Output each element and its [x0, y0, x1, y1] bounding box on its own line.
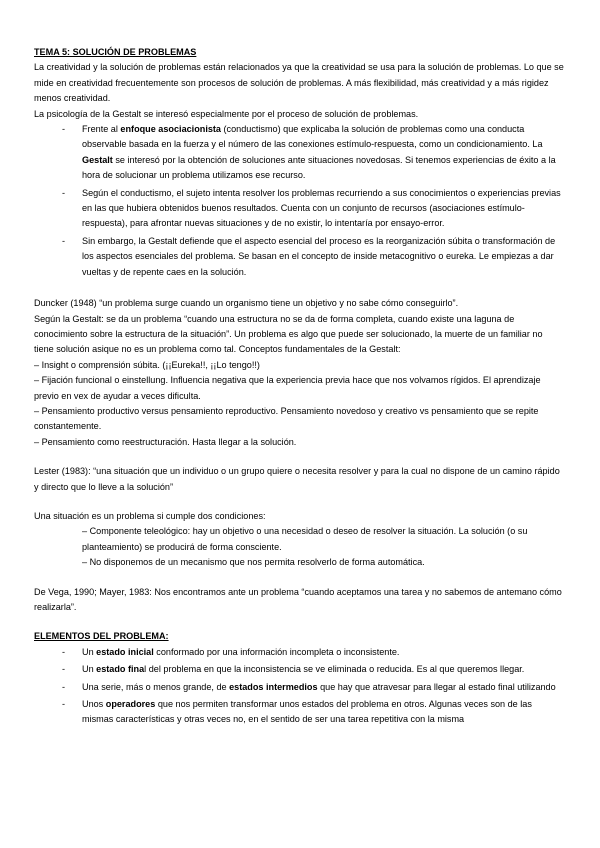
bold-term: operadores — [105, 699, 156, 710]
spacer — [34, 615, 564, 629]
bold-term: estado inicial — [96, 646, 154, 657]
elements-list — [34, 645, 564, 728]
document-title: TEMA 5: SOLUCIÓN DE PROBLEMAS — [34, 47, 197, 57]
concept-item: – Insight o comprensión súbita. (¡¡Eureka!!, ¡¡Lo tengo!!) — [34, 359, 260, 370]
conditions-intro: Una situación es un problema si cumple dos condiciones: — [34, 510, 266, 521]
list-item: - Una serie, más o menos grande, de estados intermedios que hay que atravesar para llegar al estado final utilizando — [34, 680, 564, 695]
elements-title: ELEMENTOS DEL PROBLEMA: — [34, 631, 169, 642]
condition-item: – Componente teleológico: hay un objetivo o una necesidad o deseo de resolver la situación. La solución (o su planteamiento) se producirá de forma consciente. — [82, 526, 528, 552]
bold-term: Gestalt — [82, 154, 113, 165]
list-item: - Un estado final del problema en que la inconsistencia se ve eliminada o reducida. Es al que queremos llegar. — [34, 662, 564, 677]
intro-paragraph-2: La psicología de la Gestalt se interesó especialmente por el proceso de solución de problemas. — [34, 108, 419, 119]
intro-paragraph-1: La creatividad y la solución de problemas están relacionados ya que la creatividad se usa para la solución de problemas. Lo que se mide en creatividad frecuentemente son procesos de solución de problemas. A más flexibilidad, más creatividad y a más rigidez menos creatividad. — [34, 62, 564, 104]
list-item: - Según el conductismo, el sujeto intenta resolver los problemas recurriendo a sus conocimientos o experiencias previas en las que hubiera obtenidos buenos resultados. Cuenta con un conjunto de recursos (asociaciones estímulo-respuesta), para afrontar nuevas situaciones y de no existir, lo intentaría por ensayo-error. — [34, 186, 564, 232]
spacer — [34, 571, 564, 585]
list-item: - Sin embargo, la Gestalt defiende que el aspecto esencial del proceso es la reorganización súbita o transformación de los aspectos esenciales del problema. Se basan en el concepto de inside metacognitivo o eureka. Le empiezas a dar vueltas y de repente caes en la solución. — [34, 234, 564, 280]
document-page — [34, 45, 564, 730]
bold-term: enfoque asociacionista — [120, 124, 221, 135]
approaches-list — [34, 122, 564, 280]
spacer — [34, 450, 564, 464]
list-item: - Un estado inicial conformado por una información incompleta o inconsistente. — [34, 645, 564, 660]
spacer — [34, 282, 564, 296]
devega-quote: De Vega, 1990; Mayer, 1983: Nos encontramos ante un problema “cuando aceptamos una tarea y no sabemos de antemano cómo realizarla”. — [34, 586, 562, 612]
spacer — [34, 495, 564, 509]
bold-term: estados intermedios — [229, 681, 318, 692]
list-item: - Unos operadores que nos permiten transformar unos estados del problema en otros. Algunas veces son de las mismas características y otras veces no, en el sentido de ser una tarea repetitiva con la misma — [34, 697, 564, 728]
list-item: - Frente al enfoque asociacionista (conductismo) que explicaba la solución de problemas como una conducta observable basada en la fuerza y el número de las conexiones estímulo-respuesta, como un condicionamiento. La Gestalt se interesó por la obtención de soluciones ante situaciones novedosas. Si tenemos experiencias de éxito a la hora de solucionar un problema utilizamos ese recurso. — [34, 122, 564, 184]
concept-item: – Pensamiento productivo versus pensamiento reproductivo. Pensamiento novedoso y creativo vs pensamiento que se repite constantemente. — [34, 405, 539, 432]
lester-quote: Lester (1983): “una situación que un individuo o un grupo quiere o necesita resolver y para la cual no dispone de un camino rápido y directo que lo lleve a la solución” — [34, 466, 560, 492]
gestalt-definition: Según la Gestalt: se da un problema “cuando una estructura no se da de forma completa, cuando existe una laguna de conocimiento sobre la estructura de la situación”. Un problema es algo que puede ser solucionado, la muerte de un familiar no tiene solución asique no es un problema como tal. Conceptos fundamentales de la Gestalt: — [34, 313, 543, 355]
condition-item: – No disponemos de un mecanismo que nos permita resolverlo de forma automática. — [82, 557, 425, 568]
concept-item: – Fijación funcional o einstellung. Influencia negativa que la experiencia previa hace que nos volvamos rígidos. El aprendizaje previo en vex de ayudar a veces dificulta. — [34, 375, 541, 401]
concept-item: – Pensamiento como reestructuración. Hasta llegar a la solución. — [34, 436, 297, 447]
duncker-quote: Duncker (1948) “un problema surge cuando un organismo tiene un objetivo y no sabe cómo conseguirlo”. — [34, 298, 459, 309]
bold-term: estado fina — [96, 664, 145, 675]
